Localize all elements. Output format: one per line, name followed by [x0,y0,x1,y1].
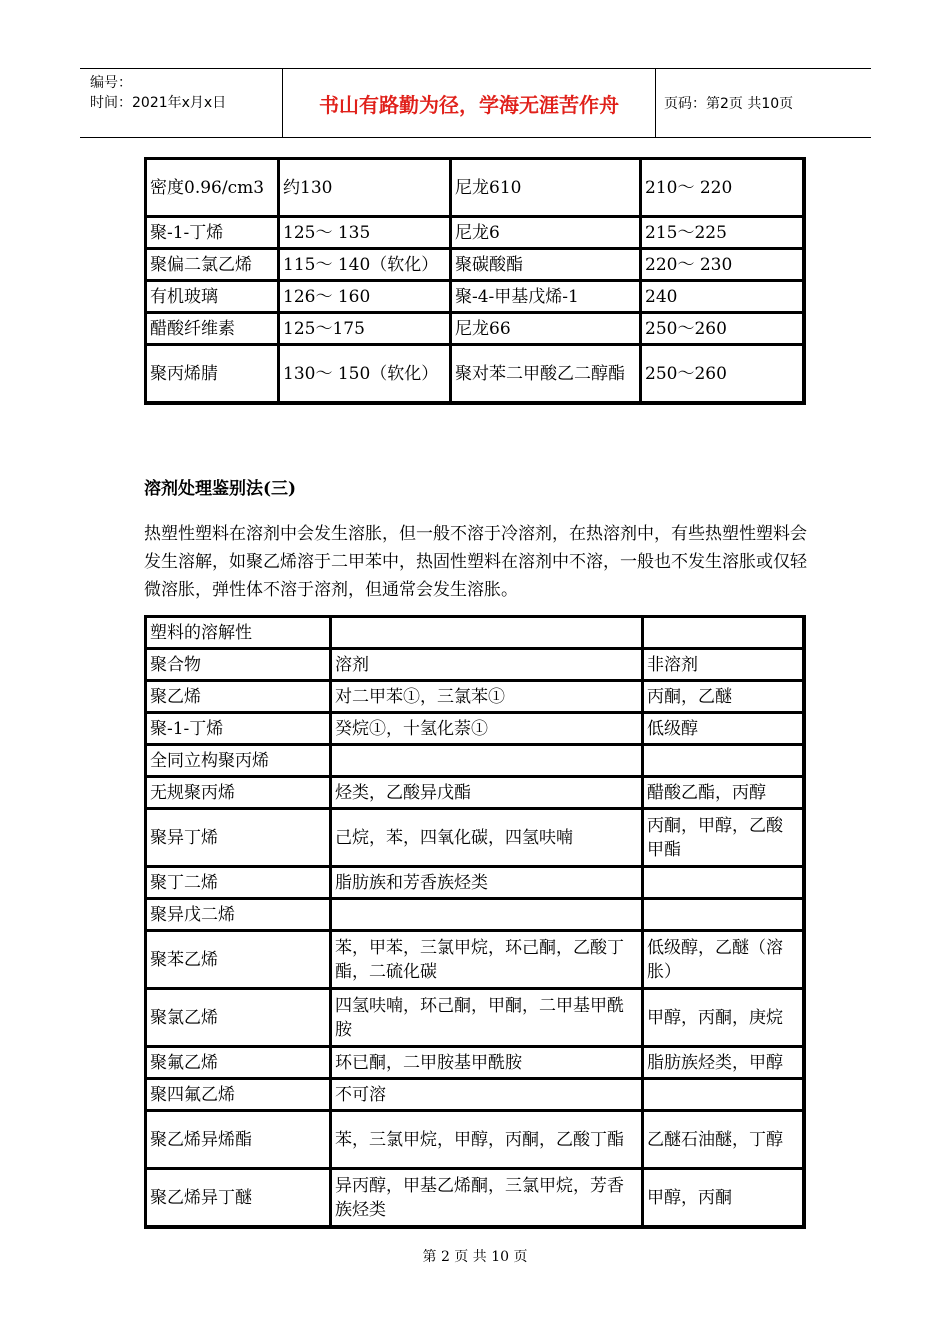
table-cell: 聚碳酸酯 [451,249,641,281]
table-cell: 非溶剂 [643,649,804,681]
table-row [146,899,804,931]
table-cell: 无规聚丙烯 [146,777,331,809]
table-cell: 甲醇，丙酮 [643,1169,804,1227]
table-cell: 四氢呋喃，环己酮，甲酮，二甲基甲酰胺 [331,989,643,1047]
melting-point-table [144,157,806,405]
table-cell: 聚四氟乙烯 [146,1079,331,1111]
table-row [146,745,804,777]
table-cell [331,745,643,777]
table-cell: 240 [641,281,804,313]
table-cell: 215～225 [641,217,804,249]
table-cell: 烃类，乙酸异戊酯 [331,777,643,809]
table-cell: 125～175 [279,313,451,345]
table-row [146,713,804,745]
table-cell: 溶剂 [331,649,643,681]
table-cell [331,899,643,931]
table-cell: 130～ 150（软化） [279,345,451,403]
table-cell: 苯，三氯甲烷，甲醇，丙酮，乙酸丁酯 [331,1111,643,1169]
table-row [146,617,804,649]
table-row [146,931,804,989]
table-cell: 聚-1-丁烯 [146,217,279,249]
table-cell: 126～ 160 [279,281,451,313]
table-cell: 聚氯乙烯 [146,989,331,1047]
table-cell: 125～ 135 [279,217,451,249]
footer-page-number: 第 2 页 共 10 页 [422,1249,528,1265]
table-row [146,989,804,1047]
table-cell: 聚乙烯 [146,681,331,713]
table-cell [331,617,643,649]
table-cell: 聚丁二烯 [146,867,331,899]
table-cell [643,1079,804,1111]
table-row [146,649,804,681]
table-row [146,1047,804,1079]
table-cell: 醋酸乙酯，丙醇 [643,777,804,809]
table-row [146,777,804,809]
doc-time-label: 时间：2021年x月x日 [90,95,227,111]
table-cell: 己烷，苯，四氧化碳，四氢呋喃 [331,809,643,867]
table-cell: 聚异戊二烯 [146,899,331,931]
header-page-info: 页码：第2页 共10页 [664,96,794,112]
table-cell: 甲醇，丙酮，庚烷 [643,989,804,1047]
table-cell: 有机玻璃 [146,281,279,313]
table-row [146,681,804,713]
table-row [146,1169,804,1227]
table-cell: 250～260 [641,345,804,403]
table-cell: 220～ 230 [641,249,804,281]
table-row [146,313,804,345]
table-cell: 丙酮，甲醇，乙酸甲酯 [643,809,804,867]
table-cell: 210～ 220 [641,159,804,217]
table-cell: 环已酮，二甲胺基甲酰胺 [331,1047,643,1079]
table-row [146,809,804,867]
table-cell [643,617,804,649]
table-cell: 苯，甲苯，三氯甲烷，环己酮，乙酸丁酯，二硫化碳 [331,931,643,989]
table-cell: 聚对苯二甲酸乙二醇酯 [451,345,641,403]
table-cell: 聚-1-丁烯 [146,713,331,745]
table-cell: 115～ 140（软化） [279,249,451,281]
section-title: 溶剂处理鉴别法(三) [144,479,297,499]
table-cell: 聚氟乙烯 [146,1047,331,1079]
table-cell: 癸烷①，十氢化萘① [331,713,643,745]
table-cell [643,745,804,777]
table-cell: 塑料的溶解性 [146,617,331,649]
solubility-table [144,615,806,1229]
table-cell: 醋酸纤维素 [146,313,279,345]
table-cell: 丙酮，乙醚 [643,681,804,713]
table-cell: 聚偏二氯乙烯 [146,249,279,281]
table-cell: 聚异丁烯 [146,809,331,867]
table-row [146,1111,804,1169]
table-cell: 全同立构聚丙烯 [146,745,331,777]
table-cell: 不可溶 [331,1079,643,1111]
table-cell: 250～260 [641,313,804,345]
table-cell: 聚-4-甲基戊烯-1 [451,281,641,313]
header-motto: 书山有路勤为径，学海无涯苦作舟 [283,69,656,137]
table-cell: 聚丙烯腈 [146,345,279,403]
table-row [146,159,804,217]
table-cell: 聚合物 [146,649,331,681]
table-cell: 尼龙6 [451,217,641,249]
table-cell: 对二甲苯①，三氯苯① [331,681,643,713]
table-cell: 低级醇 [643,713,804,745]
table-cell: 乙醚石油醚，丁醇 [643,1111,804,1169]
table-cell: 脂肪族和芳香族烃类 [331,867,643,899]
table-cell: 低级醇，乙醚（溶胀） [643,931,804,989]
table-cell: 密度0.96/cm3 [146,159,279,217]
table-cell: 聚乙烯异烯酯 [146,1111,331,1169]
table-cell [643,867,804,899]
table-cell: 异丙醇，甲基乙烯酮，三氯甲烷，芳香族烃类 [331,1169,643,1227]
table-row [146,217,804,249]
table-row [146,345,804,403]
table-cell: 聚乙烯异丁醚 [146,1169,331,1227]
section-paragraph: 热塑性塑料在溶剂中会发生溶胀，但一般不溶于冷溶剂，在热溶剂中，有些热塑性塑料会发生溶解，如聚乙烯溶于二甲苯中，热固性塑料在溶剂中不溶，一般也不发生溶胀或仅轻微溶胀，弹性体不溶于溶剂，但通常会发生溶胀。 [144,524,807,600]
table-cell: 约130 [279,159,451,217]
table-row [146,249,804,281]
table-cell: 尼龙66 [451,313,641,345]
doc-number-label: 编号： [90,75,132,91]
table-row [146,867,804,899]
table-row [146,1079,804,1111]
table-row [146,281,804,313]
header-left-cell [80,69,283,137]
table-cell [643,899,804,931]
page-header [80,68,871,138]
table-cell: 尼龙610 [451,159,641,217]
table-cell: 脂肪族烃类，甲醇 [643,1047,804,1079]
table-cell: 聚苯乙烯 [146,931,331,989]
